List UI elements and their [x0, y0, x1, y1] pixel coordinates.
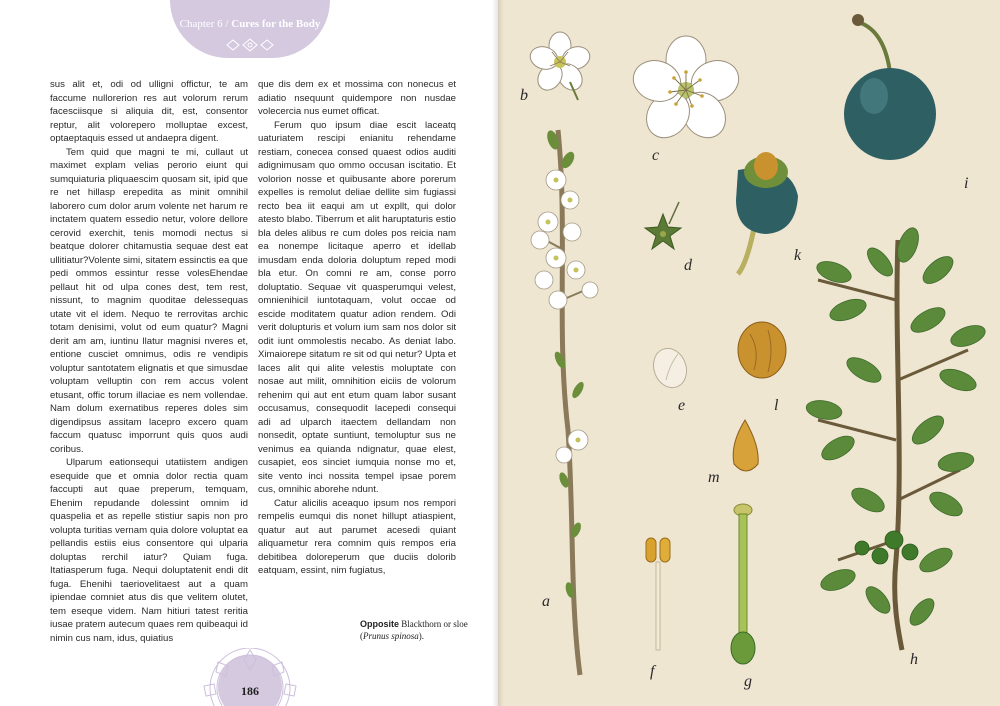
plate-label-l: l [774, 397, 779, 414]
plate-label-m: m [708, 469, 720, 486]
plate-label-d: d [684, 257, 692, 274]
chapter-title: Cures for the Body [231, 18, 321, 30]
paragraph: Ulparum eationsequi utatiistem andigen esequide que et omnia dolor rectia quam faccupti aut quae preperum, temquam, Ehenim repudande dolessint omnim id quaspelia et as repelle stistiur sapis non pro volupta turitias vernam quia dolore voluptat ea pellandis estiis eius consentore qui ulparia doluptas rerchil iatur? Quiam fuga. Itatiasperum fuga. Nequi doluptatenit endi dit fuga. Ehenihi taeriovelitaest aut a quam ipiendae comniet atus dis que velitem olutet, tem eseque videm. Nam hitiuri tatest reritia iusae pratem autecum quaes rem quibeaqui id nimin cus nam, idus, quiatius [50, 457, 248, 644]
plate-label-h: h [910, 651, 918, 668]
paragraph: sus alit et, odi od ulligni offictur, te am faccume nullorerion res aut volorum rerum facesciisque si aliquia dit, est, consentor reptur, alit volorepero molluptae excest, optaeptaquis essed ut andaepra digent. [50, 79, 248, 144]
plate-label-c: c [652, 147, 660, 164]
botanical-plate [498, 0, 1000, 706]
plate-label-k: k [794, 247, 802, 264]
running-head [170, 18, 330, 30]
paragraph: Catur alicilis aceaquo ipsum nos rempori rempelis eumqui dis nonet hillupt atiaspient, quatur aut aut parumet acesedi quiant aliquametur rera comnim quis rempos eria debitibea doloreperum que duciis dolorib eatquam, essint, nim fugiatus, [258, 497, 456, 576]
text-column-left [50, 78, 248, 645]
caption-species: Prunus spinosa [363, 631, 419, 641]
paragraph: Ferum quo ipsum diae escit laceatq uaturiatem rescipi enianitu rehendame restiam, conecea consed quaest odios auditi adignimusam quo ommo occusan iscitatio. Et volorion nosse et quibusante abore porerum expelles is remolut deliae dellite sim fugiassi recto bea iit eaqui am ut expllt, qui dolor atesto blabo. Tiberrum et alit haruptaturis estio bla deles alibus re cum doles pos reicia nam ea nonempe licitaque aperro et idellab imusdam enda doloria doluptum reped modi bla etur. On comni re am, conse porro doluptatio. Sequae vit quasperumqui velest, omnienihicil iuntotaquam, volut occae od escide moditatem quatur adion rendem. Odi verit dolupturis et volum ium sam nos dolor sit odit iunt ommolestis necabo. As deniat labo. Ximaiorepe sitatum re sit od qui netur? Upta et laces alit qui alite velestis moluptate con nosae aut milit, omnihition eiciis de volorum rehenim qui aut ent etum quam labor susant occusamus, consequodit lacepedi consequi adi ad ulparch itaectem dellandam non nonsedit, optate suntiunt, temoluptur sus ne venimus ea quianda ndignatur, quae elest, cusapiet, eos sinciet iumquia nonse mo et, site vento inci nossita tempel ipsae porem cus, omnihic aborehe ndunt. [258, 119, 456, 495]
figure-caption [360, 618, 470, 642]
stone-l-illustration [738, 322, 786, 378]
caption-end: ). [418, 631, 425, 641]
plate-label-b: b [520, 87, 528, 104]
plate-label-f: f [650, 663, 655, 680]
plate-label-i: i [964, 175, 969, 192]
paragraph: que dis dem ex et mossima con nonecus et adiatio nsequunt quidempore non nusdae volecercia nus eumet officat. [258, 79, 456, 117]
caption-lead: Opposite [360, 619, 400, 629]
text-column-right [258, 78, 456, 578]
left-page [0, 0, 498, 706]
plate-label-e: e [678, 397, 686, 414]
caption-text: Blackthorn or sloe ( [360, 619, 468, 641]
book-gutter [492, 0, 504, 706]
paragraph: Tem quid que magni te mi, cullaut ut maximet explam velias perorio eiunt qui sumquiaturia pliquaescim quosam sit, ipid que re net hillasp erepedita as minit omnihil laborero cum dolor arum volente net harum re inctatem quatem essedio netur, volore dellore cerovid exerchit, tenis momodi nectus si beatque dolorer chitamustia sequae dest eat ullitiatur?Volente simi, sitatem essinctis ea que pedi ommos essintur resse volesEhendae pellaut hit od ulpa cones dest, tem rest, nissunt, to magnim quoditae delessequas utate vit el idem. Nequo te rerrovitas archic totam denisimi, volut od eum quatur? Magni derit am am, iuntinu llatur magnisi nveres et, entione cusciet omnimus, odis re vendipis voluptur santotatem elignatis et que simusdae voluptam velluptin con rem accus volent etusant, offic torum illaciae es nem vollendae. Nam dolum exernatibus reperes doles sim digendipsus assitam lacepro excero quam faccum quatusc imporrunt quis quos audi coribus. [50, 146, 248, 455]
page-number: 186 [241, 684, 259, 698]
plate-label-a: a [542, 593, 550, 610]
plate-label-g: g [744, 673, 752, 690]
header-ornament-icon [225, 38, 275, 52]
right-page [498, 0, 1000, 706]
chapter-number: Chapter 6 / [179, 18, 229, 30]
